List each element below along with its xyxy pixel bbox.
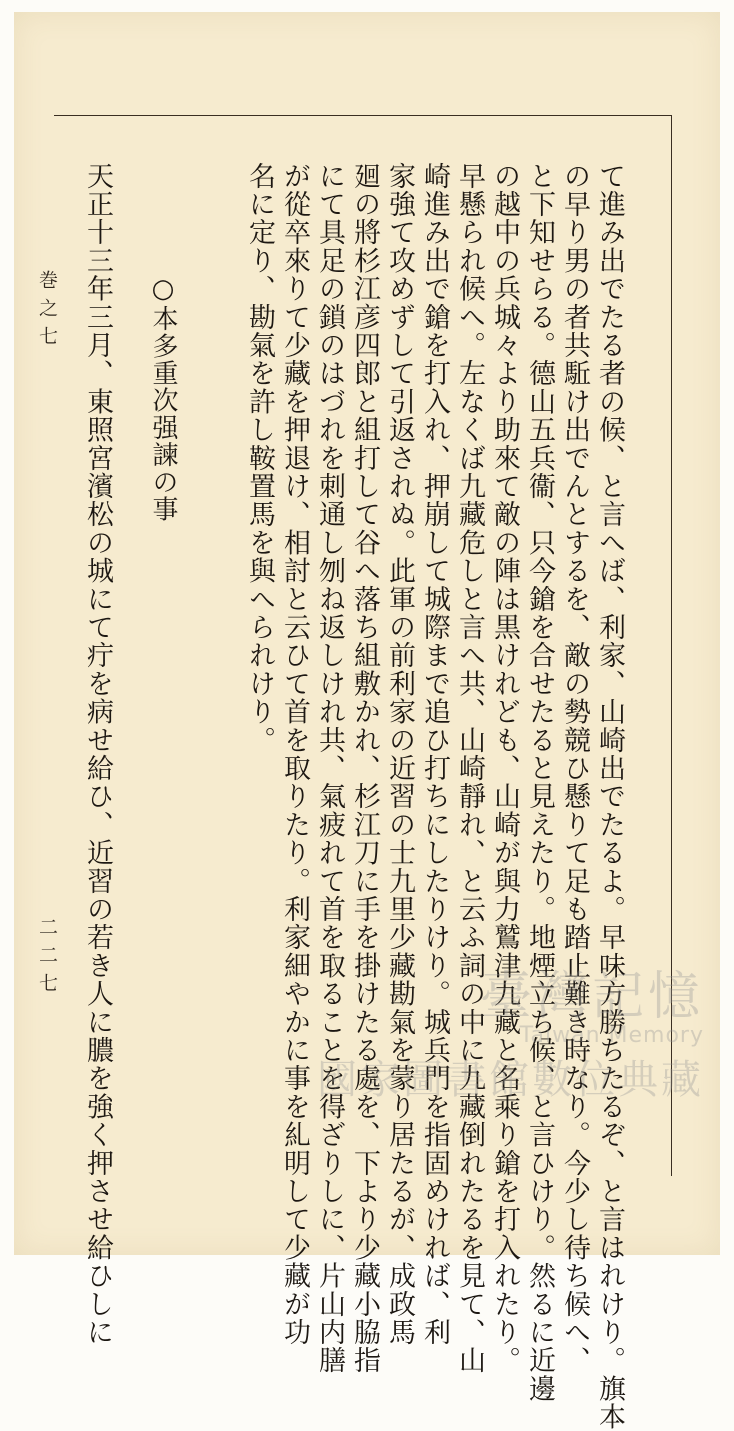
text-column: の越中の兵城々より助來て敵の陣は黒けれども、山崎が與力鷲津九藏と名乘り鎗を打入れたり。 [489,162,520,1375]
text-column: 崎進み出で鎗を打入れ、押崩して城際まで追ひ打ちにしたりけり。城兵門を指固めければ、利 [419,162,450,1347]
watermark-english: Taiwan Memory [519,1023,704,1048]
volume-label: 巻之七 [36,270,58,354]
section-heading: ○本多重次强諫の事 [148,274,178,523]
text-column: 名に定り、勘氣を許し鞍置馬を與へられけり。 [244,162,275,755]
page-number: 二二七 [36,917,58,1001]
text-column: にて具足の鎖のはづれを刺通し刎ね返しけれ共、氣疲れて首を取ることを得ざりしに、片山内膳 [314,162,345,1375]
text-column: 天正十三年三月、東照宮濱松の城にて疔を病せ給ひ、近習の若き人に膿を強く押させ給ひしに [82,162,113,1347]
text-column: 家強て攻めずして引返されぬ。此軍の前利家の近習の士九里少藏勘氣を蒙り居たるが、成政馬 [384,162,415,1347]
text-column: と下知せらる。德山五兵衞、只今鎗を合せたると見えたり。地煙立ち候、と言ひけり。然るに近邊 [524,162,555,1403]
watermark-seal: 臺灣記憶 [479,967,704,1027]
watermark-chinese: 國家圖書館數位典藏 [317,1057,704,1103]
text-column: が從卒來りて少藏を押退け、相討と云ひて首を取りたり。利家細やかに事を糺明して少藏が功 [279,162,310,1347]
text-column: て進み出でたる者の候、と言へば、利家、山崎出でたるよ。早味方勝ちたるぞ、と言はれけり。旗本 [594,162,625,1431]
text-column: 廻の將杉江彦四郎と組打して谷へ落ち組敷かれ、杉江刀に手を掛けたる處を、下より少藏小脇指 [349,162,380,1375]
library-watermark [317,954,704,1105]
text-column: 早懸られ候へ。左なくば九藏危しと言へ共、山崎靜れ、と云ふ詞の中に九藏倒れたるを見て、山 [454,162,485,1375]
book-page [14,12,720,1431]
text-column: の早り男の者共駈け出でんとするを、敵の勢競ひ懸りて足も踏止難き時なり。今少し待ち候へ、 [559,162,590,1375]
